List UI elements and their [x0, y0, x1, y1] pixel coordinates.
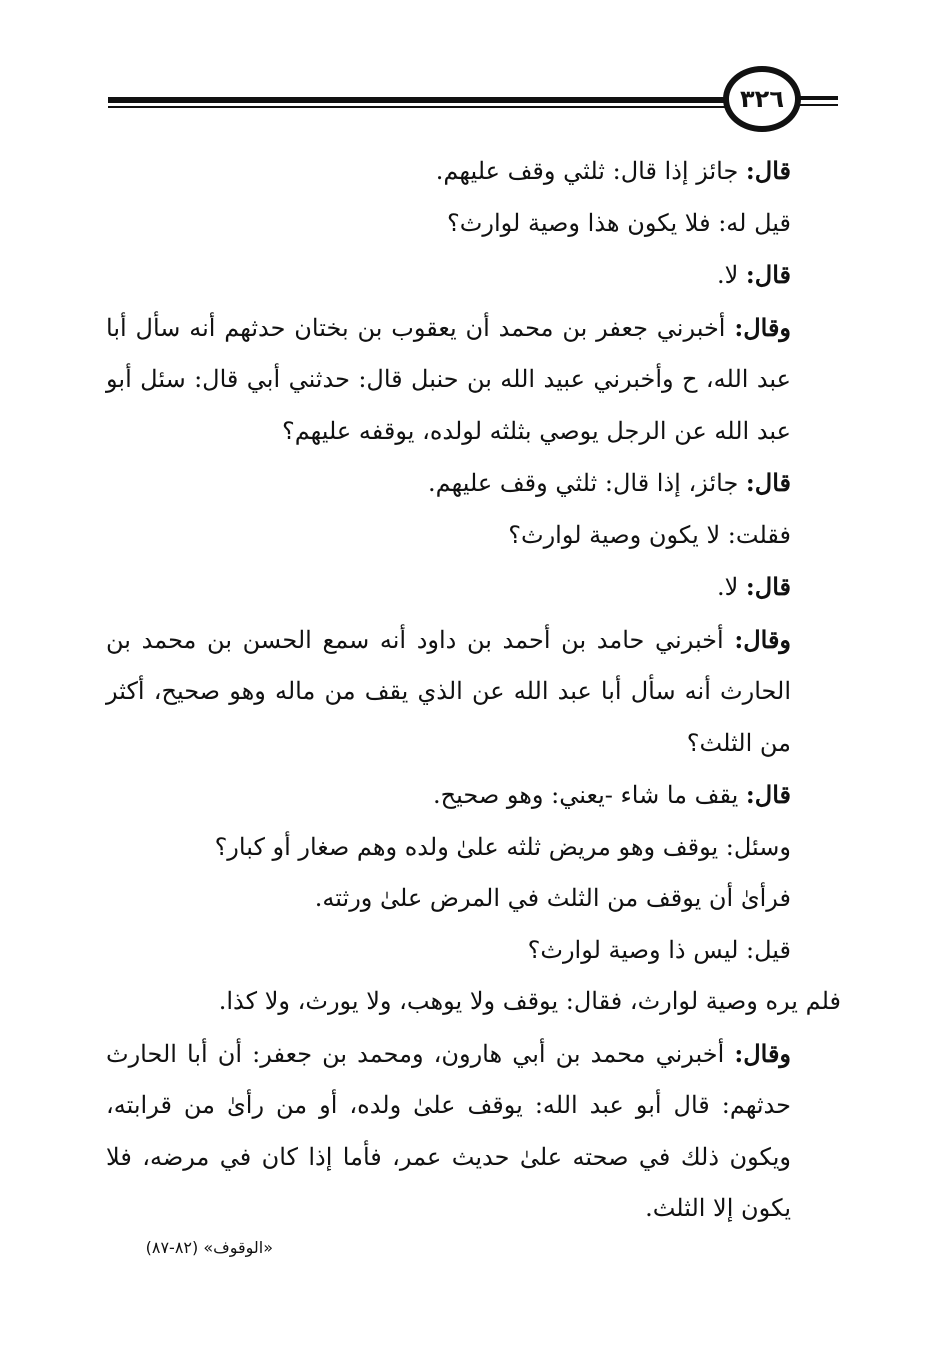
paragraph-text: فرأىٰ أن يوقف من الثلث في المرض علىٰ ورثته.: [314, 884, 791, 912]
paragraph-text: أخبرني جعفر بن محمد أن يعقوب بن بختان حدثهم أنه سأل أبا عبد الله، ح وأخبرني عبيد الله بن حنبل قال: حدثني أبي قال: سئل أبو عبد الله عن الرجل يوصي بثلثه لولده، يوقفه عليهم؟: [106, 313, 791, 445]
page-number: ٣٢٦: [723, 66, 801, 132]
paragraph: [106, 614, 841, 770]
speaker-lead: قال:: [745, 260, 791, 289]
paragraph-text: فقلت: لا يكون وصية لوارث؟: [508, 520, 791, 549]
paragraph: [106, 145, 841, 198]
header-rule: [108, 97, 728, 103]
paragraph: [106, 198, 841, 250]
paragraph: [106, 561, 841, 614]
paragraph-text: وسئل: يوقف وهو مريض ثلثه علىٰ ولده وهم صغار أو كبار؟: [214, 832, 791, 861]
footnote: «الوقوف» (٨٢-٨٧): [145, 1238, 273, 1257]
paragraph: [106, 302, 841, 458]
speaker-lead: وقال:: [734, 1038, 791, 1068]
header-rule-right-thin: [800, 104, 838, 106]
paragraph: [106, 822, 841, 874]
paragraph-text: أخبرني محمد بن أبي هارون، ومحمد بن جعفر: أن أبا الحارث حدثهم: قال أبو عبد الله: يوقف علىٰ ولده، أو من رأىٰ من قرابته، ويكون ذلك في صحته علىٰ حديث عمر، فأما إذا كان في مرضه، فلا يكون إلا الثلث.: [106, 1039, 791, 1222]
paragraph-text: قيل له: فلا يكون هذا وصية لوارث؟: [447, 208, 791, 237]
speaker-lead: قال:: [745, 468, 791, 497]
paragraph: [106, 873, 841, 925]
speaker-lead: وقال:: [734, 624, 791, 654]
header-rule-thin: [108, 106, 728, 108]
header-rule-right: [800, 96, 838, 100]
paragraph: [106, 457, 841, 510]
paragraph: [106, 510, 841, 562]
paragraph-text: فلم يره وصية لوارث، فقال: يوقف ولا يوهب، ولا يورث، ولا كذا.: [218, 987, 841, 1015]
paragraph: [106, 249, 841, 302]
paragraph-text: جائز، إذا قال: ثلثي وقف عليهم.: [428, 469, 746, 497]
speaker-lead: وقال:: [734, 312, 791, 342]
speaker-lead: قال:: [745, 156, 791, 185]
speaker-lead: قال:: [745, 780, 791, 809]
paragraph-text: جائز إذا قال: ثلثي وقف عليهم.: [435, 157, 746, 185]
paragraph-text: يقف ما شاء -يعني: وهو صحيح.: [433, 781, 746, 809]
paragraph-text: أخبرني حامد بن أحمد بن داود أنه سمع الحسن بن محمد بن الحارث أنه سأل أبا عبد الله عن الذي يقف من ماله وهو صحيح، أكثر من الثلث؟: [106, 625, 791, 757]
paragraph: [106, 925, 841, 977]
paragraph-text: قيل: ليس ذا وصية لوارث؟: [527, 935, 791, 964]
speaker-lead: قال:: [745, 572, 791, 601]
paragraph: [106, 1028, 841, 1235]
page-body: [106, 145, 841, 1235]
paragraph-text: لا.: [716, 261, 746, 289]
paragraph: [106, 769, 841, 822]
paragraph-text: لا.: [716, 573, 746, 601]
paragraph: [106, 976, 841, 1028]
